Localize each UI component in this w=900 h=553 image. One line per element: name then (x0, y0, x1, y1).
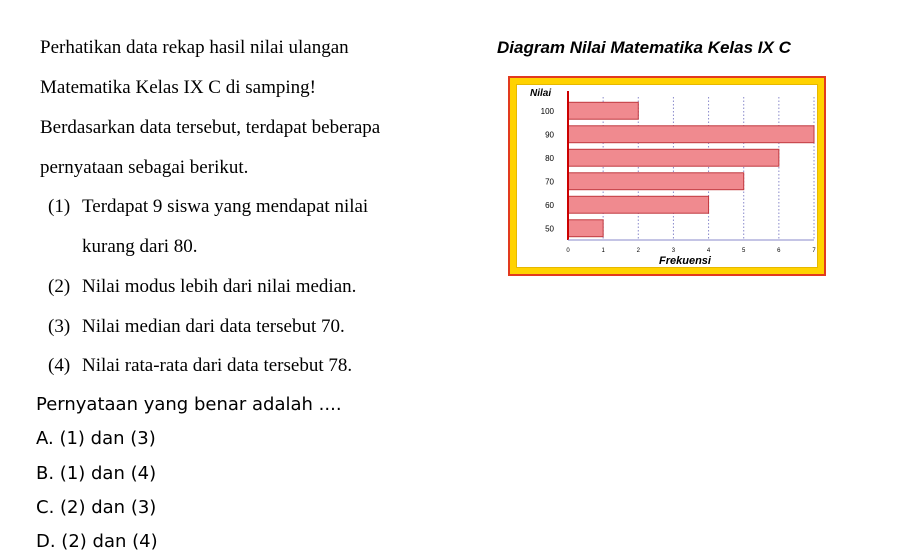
intro-line-4: pernyataan sebagai berikut. (40, 157, 249, 178)
intro-line-2: Matematika Kelas IX C di samping! (40, 77, 316, 98)
y-tick-label-100: 100 (540, 106, 554, 116)
x-tick-label-4: 4 (706, 248, 711, 254)
bar-100 (568, 102, 638, 119)
bar-chart (517, 85, 821, 271)
chart-plot-area (516, 84, 818, 268)
statement-3-number: (3) (48, 316, 71, 337)
intro-line-1: Perhatikan data rekap hasil nilai ulangan (40, 37, 349, 58)
statement-2-number: (2) (48, 276, 71, 297)
statement-4-text: Nilai rata-rata dari data tersebut 78. (82, 355, 353, 376)
x-tick-label-7: 7 (812, 248, 816, 254)
statement-3-text: Nilai median dari data tersebut 70. (82, 316, 345, 337)
y-tick-label-80: 80 (545, 153, 554, 163)
y-tick-label-70: 70 (545, 177, 554, 187)
x-axis-label: Frekuensi (659, 255, 711, 267)
bar-60 (568, 196, 709, 213)
x-tick-label-3: 3 (671, 248, 676, 254)
x-tick-label-6: 6 (777, 248, 781, 254)
option-b[interactable]: B. (1) dan (4) (36, 463, 157, 484)
statement-1-number: (1) (48, 196, 71, 217)
bar-70 (568, 173, 744, 190)
x-tick-label-0: 0 (566, 248, 570, 254)
statement-1-line-2: kurang dari 80. (82, 236, 198, 257)
option-d[interactable]: D. (2) dan (4) (36, 531, 158, 552)
intro-line-3: Berdasarkan data tersebut, terdapat beberapa (40, 117, 381, 138)
y-axis-label: Nilai (530, 88, 552, 99)
bar-80 (568, 149, 779, 166)
bar-90 (568, 126, 814, 143)
bar-50 (568, 220, 603, 237)
y-tick-label-60: 60 (545, 200, 554, 210)
chart-frame (508, 76, 826, 276)
x-tick-label-2: 2 (636, 248, 640, 254)
statement-2-text: Nilai modus lebih dari nilai median. (82, 276, 357, 297)
question-prompt: Pernyataan yang benar adalah .... (36, 394, 342, 415)
option-c[interactable]: C. (2) dan (3) (36, 497, 157, 518)
y-tick-label-90: 90 (545, 130, 554, 140)
statement-4-number: (4) (48, 355, 71, 376)
chart-title: Diagram Nilai Matematika Kelas IX C (497, 38, 791, 57)
option-a[interactable]: A. (1) dan (3) (36, 428, 156, 449)
y-tick-label-50: 50 (545, 224, 554, 234)
x-tick-label-5: 5 (742, 248, 746, 254)
statement-1-line-1: Terdapat 9 siswa yang mendapat nilai (82, 196, 369, 217)
x-tick-label-1: 1 (601, 248, 605, 254)
